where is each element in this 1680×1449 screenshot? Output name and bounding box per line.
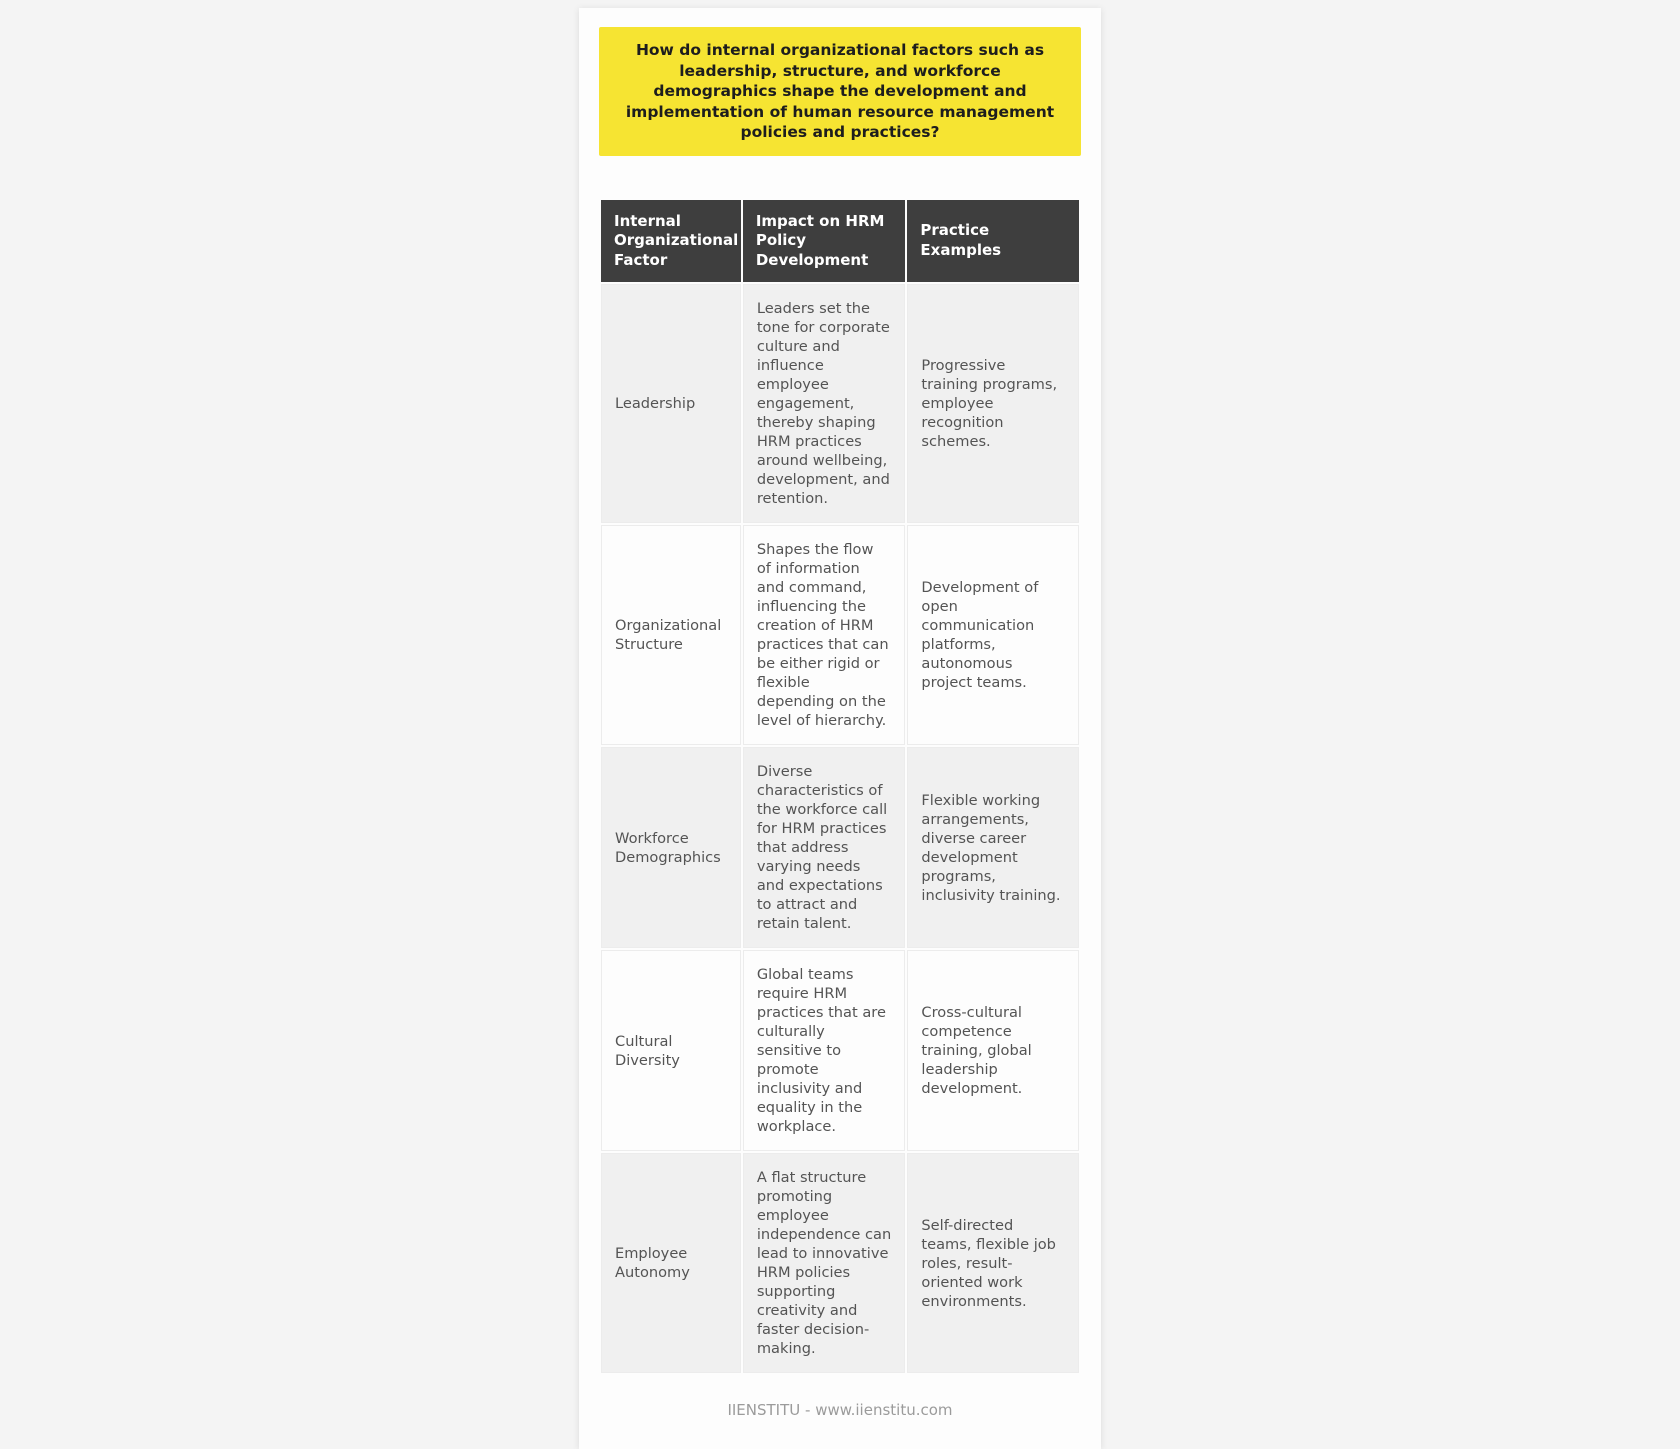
examples-cell: Cross-cultural competence training, global leadership development. bbox=[907, 950, 1079, 1151]
table-row bbox=[601, 1153, 1079, 1373]
question-highlight-box: How do internal organizational factors such as leadership, structure, and workforce demographics shape the development and implementation of human resource management policies and practices? bbox=[599, 27, 1081, 156]
content-card bbox=[579, 8, 1101, 1449]
table-row bbox=[601, 525, 1079, 745]
examples-cell: Self-directed teams, flexible job roles, result-oriented work environments. bbox=[907, 1153, 1079, 1373]
examples-cell: Progressive training programs, employee recognition schemes. bbox=[907, 284, 1079, 523]
factor-cell: Leadership bbox=[601, 284, 741, 523]
impact-cell: Diverse characteristics of the workforce call for HRM practices that address varying needs and expectations to attract and retain talent. bbox=[743, 747, 906, 948]
table-body bbox=[601, 284, 1079, 1373]
table-row bbox=[601, 284, 1079, 523]
header-impact: Impact on HRM Policy Development bbox=[743, 200, 906, 283]
table-header-row bbox=[601, 200, 1079, 283]
impact-cell: Global teams require HRM practices that are culturally sensitive to promote inclusivity and equality in the workplace. bbox=[743, 950, 906, 1151]
factor-cell: Workforce Demographics bbox=[601, 747, 741, 948]
examples-cell: Flexible working arrangements, diverse career development programs, inclusivity training. bbox=[907, 747, 1079, 948]
impact-cell: Shapes the flow of information and command, influencing the creation of HRM practices that can be either rigid or flexible depending on the level of hierarchy. bbox=[743, 525, 906, 745]
impact-cell: Leaders set the tone for corporate culture and influence employee engagement, thereby shaping HRM practices around wellbeing, development, and retention. bbox=[743, 284, 906, 523]
table-row bbox=[601, 747, 1079, 948]
examples-cell: Development of open communication platforms, autonomous project teams. bbox=[907, 525, 1079, 745]
table-header bbox=[601, 200, 1079, 283]
factor-cell: Employee Autonomy bbox=[601, 1153, 741, 1373]
factors-table-wrapper bbox=[599, 198, 1081, 1376]
impact-cell: A flat structure promoting employee independence can lead to innovative HRM policies supporting creativity and faster decision-making. bbox=[743, 1153, 906, 1373]
header-examples: Practice Examples bbox=[907, 200, 1079, 283]
hrm-factors-table bbox=[599, 198, 1081, 1376]
footer-branding: IIENSTITU - www.iienstitu.com bbox=[727, 1401, 953, 1419]
factor-cell: Cultural Diversity bbox=[601, 950, 741, 1151]
factor-cell: Organizational Structure bbox=[601, 525, 741, 745]
header-factor: Internal Organizational Factor bbox=[601, 200, 741, 283]
table-row bbox=[601, 950, 1079, 1151]
